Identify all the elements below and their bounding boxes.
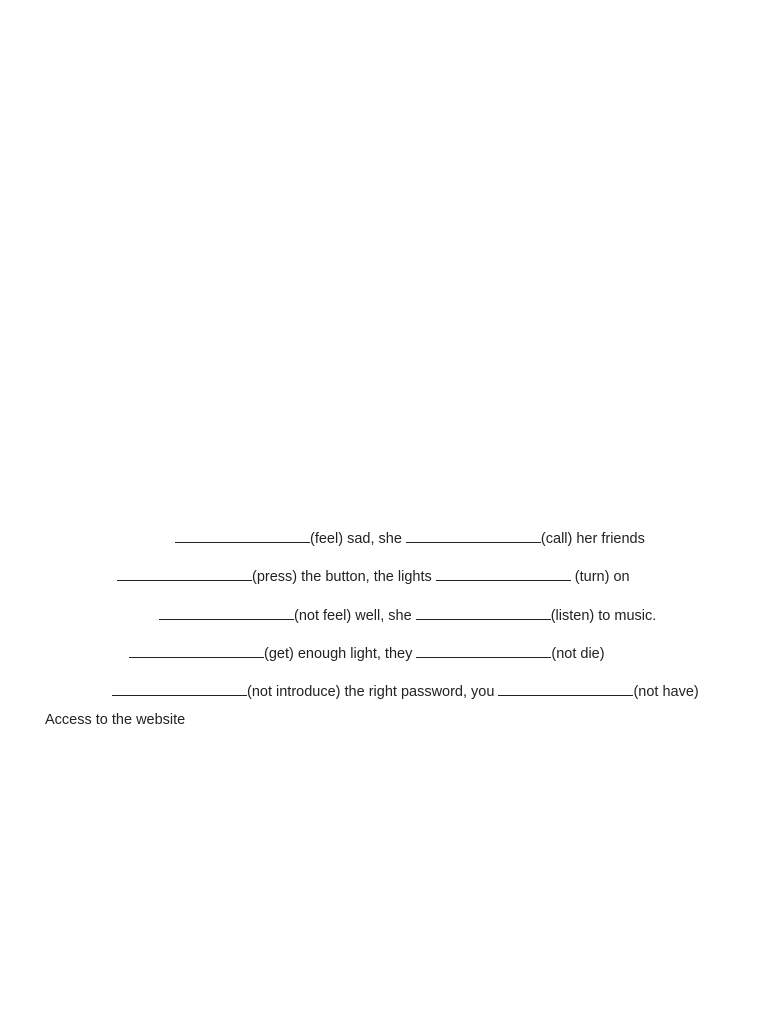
sentence-text: (not feel) well, she (294, 608, 416, 624)
answer-blank[interactable] (129, 645, 264, 658)
answer-blank[interactable] (117, 568, 252, 581)
answer-blank[interactable] (159, 607, 294, 620)
sentence-text: (not die) (551, 646, 605, 662)
answer-blank[interactable] (406, 530, 541, 543)
answer-blank[interactable] (498, 683, 633, 696)
exercise-sentence-1 (175, 530, 645, 548)
sentence-text: (call) her friends (540, 531, 645, 547)
answer-blank[interactable] (436, 568, 571, 581)
sentence-text: (listen) to music. (550, 608, 657, 624)
exercise-sentence-5-continuation: Access to the website (45, 712, 186, 728)
answer-blank[interactable] (416, 607, 551, 620)
sentence-text: (get) enough light, they (264, 646, 417, 662)
exercise-sentence-3 (159, 607, 656, 625)
answer-blank[interactable] (112, 683, 247, 696)
answer-blank[interactable] (416, 645, 551, 658)
sentence-text: (feel) sad, she (310, 531, 406, 547)
sentence-text: (not have) (633, 684, 699, 700)
exercise-sentence-4 (129, 645, 605, 663)
exercise-sentence-2 (117, 568, 630, 586)
exercise-sentence-5 (112, 683, 699, 701)
answer-blank[interactable] (175, 530, 310, 543)
sentence-text: (press) the button, the lights (252, 569, 436, 585)
sentence-text: (not introduce) the right password, you (247, 684, 499, 700)
sentence-text: (turn) on (570, 569, 630, 585)
